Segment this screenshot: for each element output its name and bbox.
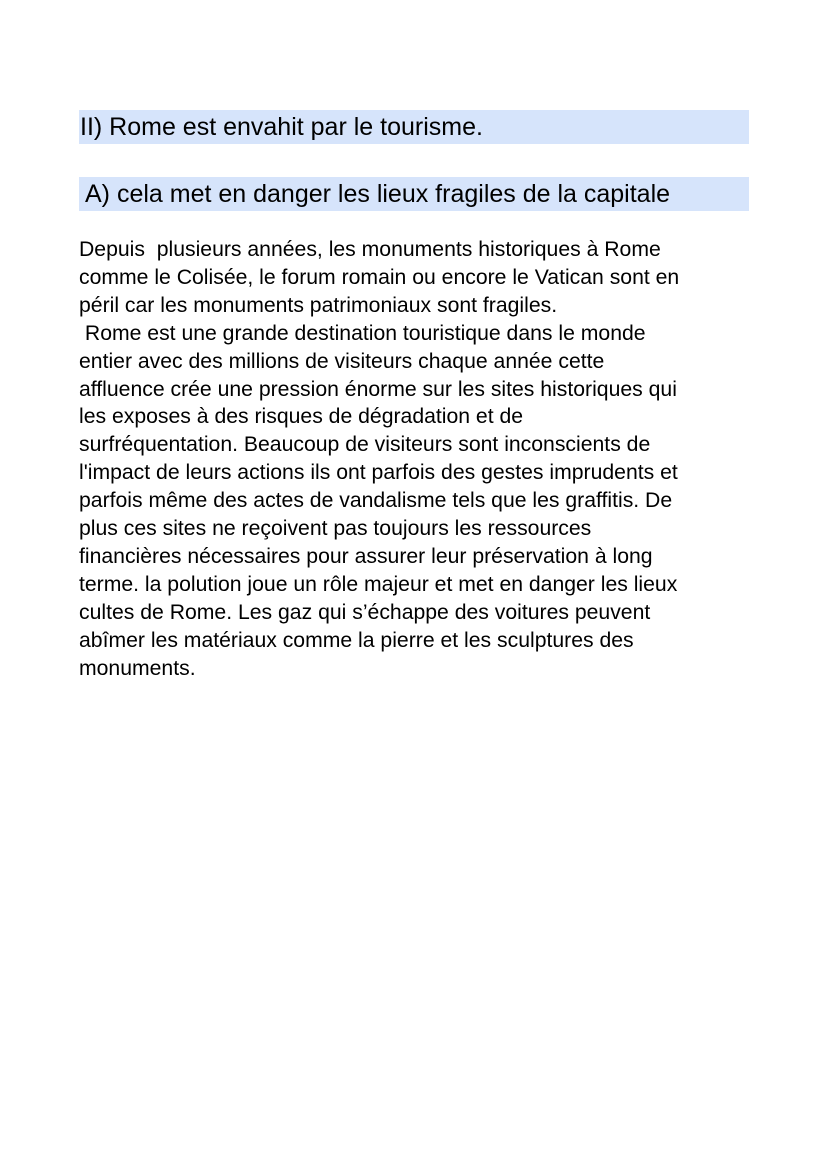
body-line: péril car les monuments patrimoniaux sont fragiles. bbox=[79, 293, 558, 317]
body-line: les exposes à des risques de dégradation et de bbox=[79, 405, 524, 429]
body-paragraph bbox=[79, 236, 769, 683]
subsection-heading: A) cela met en danger les lieux fragiles de la capitale bbox=[79, 177, 749, 211]
body-line: l'impact de leurs actions ils ont parfois des gestes imprudents et bbox=[79, 461, 678, 485]
body-line: entier avec des millions de visiteurs chaque année cette bbox=[79, 349, 605, 373]
body-line: cultes de Rome. Les gaz qui s’échappe des voitures peuvent bbox=[79, 600, 651, 624]
body-line: financières nécessaires pour assurer leur préservation à long bbox=[79, 544, 653, 568]
body-line: plus ces sites ne reçoivent pas toujours les ressources bbox=[79, 517, 592, 541]
body-line: Rome est une grande destination touristique dans le monde bbox=[79, 321, 646, 345]
body-line: terme. la polution joue un rôle majeur et met en danger les lieux bbox=[79, 572, 678, 596]
body-line: surfréquentation. Beaucoup de visiteurs sont inconscients de bbox=[79, 433, 651, 457]
body-line: Depuis plusieurs années, les monuments historiques à Rome bbox=[79, 238, 661, 261]
body-line: comme le Colisée, le forum romain ou encore le Vatican sont en bbox=[79, 265, 680, 289]
body-line: monuments. bbox=[79, 656, 196, 680]
section-heading: II) Rome est envahit par le tourisme. bbox=[79, 110, 749, 144]
body-line: parfois même des actes de vandalisme tels que les graffitis. De bbox=[79, 489, 673, 513]
body-line: affluence crée une pression énorme sur les sites historiques qui bbox=[79, 377, 677, 401]
body-line: abîmer les matériaux comme la pierre et les sculptures des bbox=[79, 628, 634, 652]
